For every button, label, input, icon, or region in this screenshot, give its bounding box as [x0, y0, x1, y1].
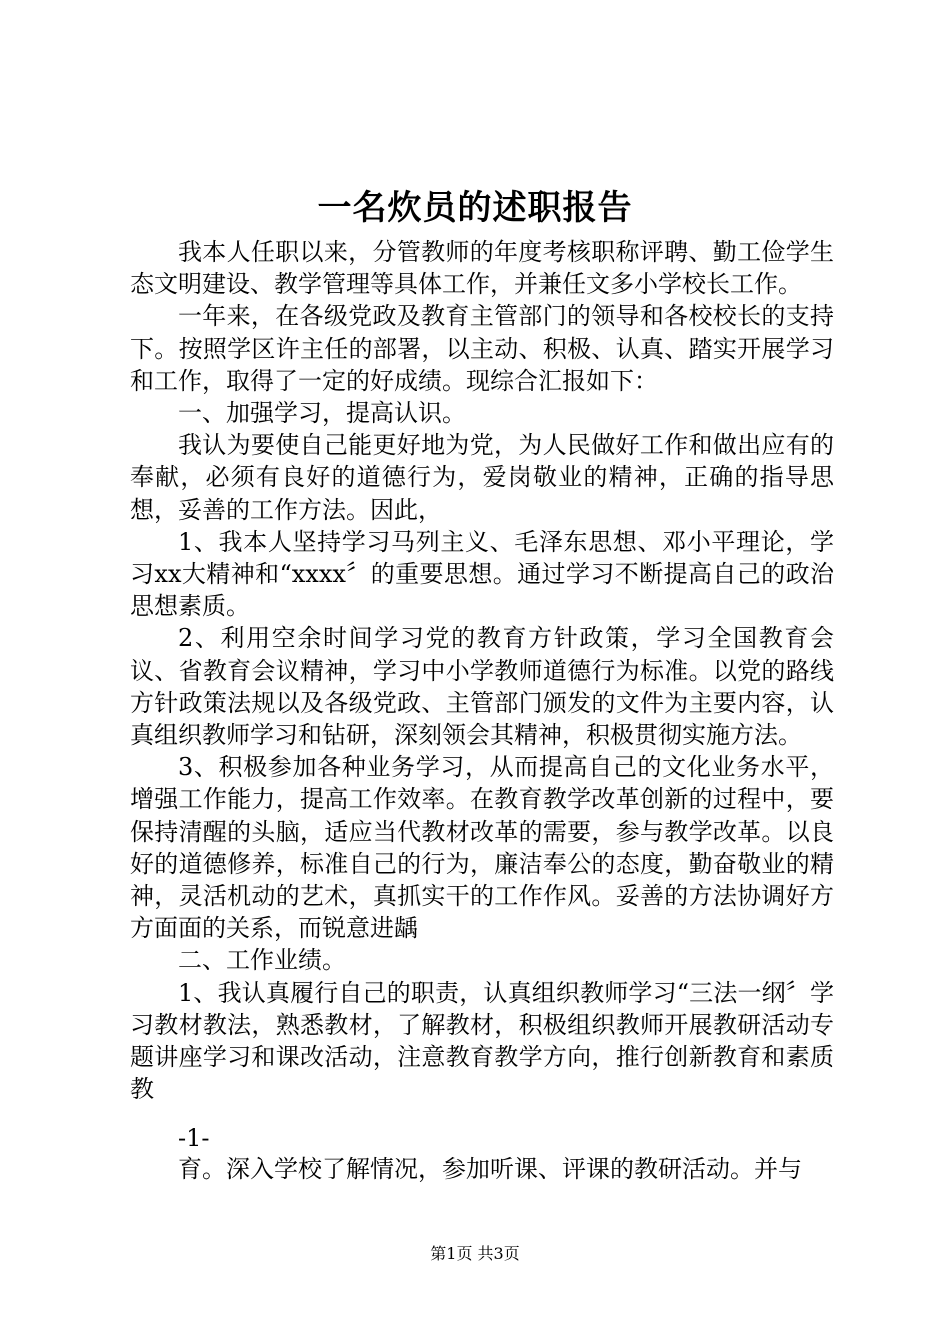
page-footer: 第1页 共3页: [430, 1244, 520, 1263]
paragraph-study-intro: 我认为要使自己能更好地为党，为人民做好工作和做出应有的奉献，必须有良好的道德行为，爱岗敬业的精神，正确的指导思想，妥善的工作方法。因此，: [130, 431, 834, 524]
paragraph-results-item-1: 1、我认真履行自己的职责，认真组织教师学习“三法一纲〞学习教材教法，熟悉教材，了解教材，积极组织教师开展教研活动专题讲座学习和课改活动，注意教育教学方向，推行创新教育和素质教: [130, 978, 834, 1104]
paragraph-intro: 我本人任职以来，分管教师的年度考核职称评聘、勤工俭学生态文明建设、教学管理等具体工作，并兼任文多小学校长工作。: [130, 238, 834, 299]
paragraph-study-item-1: 1、我本人坚持学习马列主义、毛泽东思想、邓小平理论，学习xx大精神和“xxxx〞的重要思想。通过学习不断提高自己的政治思想素质。: [130, 527, 834, 621]
document-title: 一名炊员的述职报告: [317, 188, 633, 228]
section-heading-results: 二、工作业绩。: [178, 946, 346, 975]
paragraph-study-item-3: 3、积极参加各种业务学习，从而提高自己的文化业务水平，增强工作能力，提高工作效率。在教育教学改革创新的过程中，要保持清醒的头脑，适应当代教材改革的需要，参与教学改革。以良好的道德修养，标准自己的行为，廉洁奉公的态度，勤奋敬业的精神，灵活机动的艺术，真抓实干的工作作风。妥善的方法协调好方方面面的关系，而锐意进龋: [130, 753, 834, 943]
paragraph-study-item-2: 2、利用空余时间学习党的教育方针政策，学习全国教育会议、省教育会议精神，学习中小学教师道德行为标准。以党的路线方针政策法规以及各级党政、主管部门颁发的文件为主要内容，认真组织教师学习和钻研，深刻领会其精神，积极贯彻实施方法。: [130, 624, 834, 750]
continuation-line: 育。深入学校了解情况，参加听课、评课的教研活动。并与: [178, 1155, 802, 1183]
inner-page-number: -1-: [178, 1124, 210, 1152]
document-body: [130, 236, 834, 1105]
paragraph-overview: 一年来，在各级党政及教育主管部门的领导和各校校长的支持下。按照学区许主任的部署，以主动、积极、认真、踏实开展学习和工作，取得了一定的好成绩。现综合汇报如下：: [130, 302, 834, 395]
section-heading-study: 一、加强学习，提高认识。: [178, 399, 466, 428]
